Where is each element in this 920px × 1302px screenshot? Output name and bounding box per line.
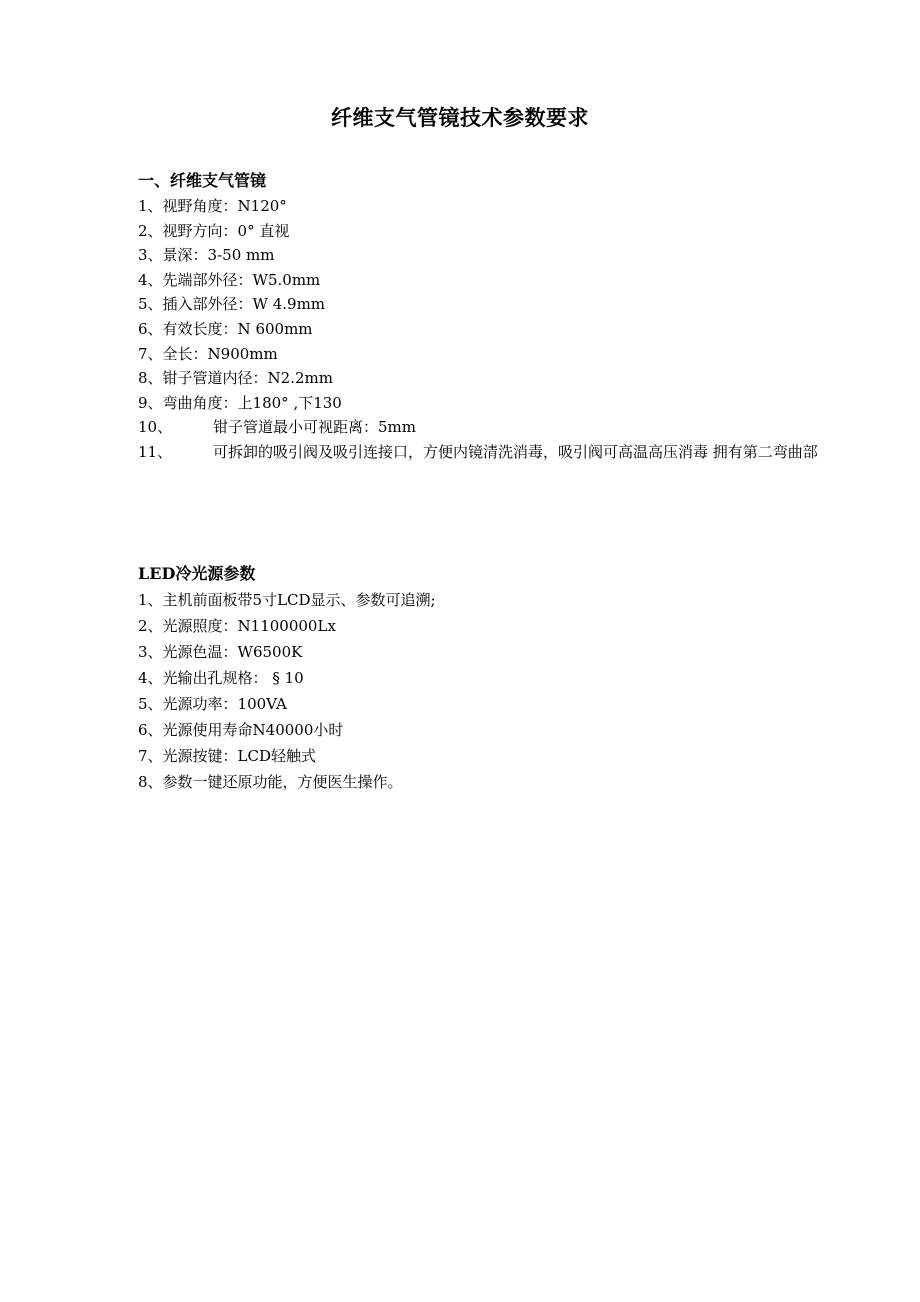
- list-item: [138, 366, 818, 391]
- item-text: 有效长度：N 600mm: [162, 319, 313, 338]
- item-text: 景深：3-50 mm: [162, 246, 275, 265]
- item-number: 9、: [138, 393, 163, 412]
- section-heading: 一、纤维支气管镜: [138, 171, 267, 190]
- item-number: 11、: [138, 442, 173, 461]
- item-number: 4、: [138, 669, 163, 687]
- list-item: [138, 268, 818, 293]
- list-item: [138, 194, 818, 219]
- list-item: [138, 587, 818, 613]
- item-number: 8、: [138, 369, 163, 388]
- list-item: [138, 415, 818, 440]
- item-text: 参数一键还原功能，方便医生操作。: [162, 773, 403, 791]
- item-text: 视野角度：N120°: [162, 197, 287, 215]
- item-number: 6、: [138, 319, 163, 338]
- list-item: [138, 243, 818, 268]
- item-number: 2、: [138, 617, 163, 635]
- item-number: 6、: [138, 721, 163, 739]
- item-number: 5、: [138, 695, 163, 713]
- list-item: [138, 391, 818, 416]
- list-item: [138, 717, 818, 743]
- item-number: 1、: [138, 197, 163, 215]
- item-text: 钳子管道内径：N2.2mm: [162, 369, 333, 388]
- list-item: [138, 292, 818, 317]
- item-text: 弯曲角度：上180° ,下130: [162, 393, 342, 412]
- item-text: 可拆卸的吸引阀及吸引连接口，方便内镜清洗消毒，吸引阀可高温高压消毒 拥有第二弯曲部: [213, 442, 818, 461]
- item-number: 10、: [138, 418, 173, 437]
- document-title: 纤维支气管镜技术参数要求: [331, 105, 589, 130]
- list-item: [138, 665, 818, 691]
- item-number: 7、: [138, 747, 163, 765]
- item-text: 光源按键：LCD轻触式: [162, 747, 317, 765]
- list-item: [138, 613, 818, 639]
- item-number: 3、: [138, 643, 163, 661]
- list-item: [138, 342, 818, 367]
- item-number: 5、: [138, 295, 163, 314]
- spec-list: [138, 194, 818, 465]
- list-item: [138, 440, 818, 465]
- item-number: 8、: [138, 773, 163, 791]
- item-text: 插入部外径：W 4.9mm: [162, 295, 326, 314]
- list-item: [138, 691, 818, 717]
- list-item: [138, 743, 818, 769]
- list-item: [138, 769, 818, 795]
- section-heading: LED冷光源参数: [138, 564, 256, 583]
- section-bronchoscope: [138, 168, 818, 465]
- item-text: 主机前面板带5寸LCD显示、参数可追溯;: [162, 591, 436, 609]
- item-text: 全长：N900mm: [162, 344, 278, 363]
- section-led-light-source: [138, 561, 818, 795]
- item-number: 7、: [138, 344, 163, 363]
- list-item: [138, 639, 818, 665]
- item-text: 钳子管道最小可视距离：5mm: [213, 418, 416, 437]
- item-number: 4、: [138, 270, 163, 289]
- list-item: [138, 219, 818, 244]
- list-item: [138, 317, 818, 342]
- item-number: 2、: [138, 221, 163, 240]
- item-text: 光输出孔规格： § 10: [162, 669, 304, 687]
- item-text: 视野方向：0° 直视: [162, 221, 290, 240]
- spec-list: [138, 587, 818, 795]
- item-number: 1、: [138, 591, 163, 609]
- item-text: 先端部外径：W5.0mm: [162, 270, 321, 289]
- item-number: 3、: [138, 246, 163, 265]
- item-text: 光源使用寿命N40000小时: [162, 721, 344, 739]
- item-text: 光源照度：N1100000Lx: [162, 617, 336, 635]
- item-text: 光源色温：W6500K: [162, 643, 303, 661]
- item-text: 光源功率：100VA: [162, 695, 287, 713]
